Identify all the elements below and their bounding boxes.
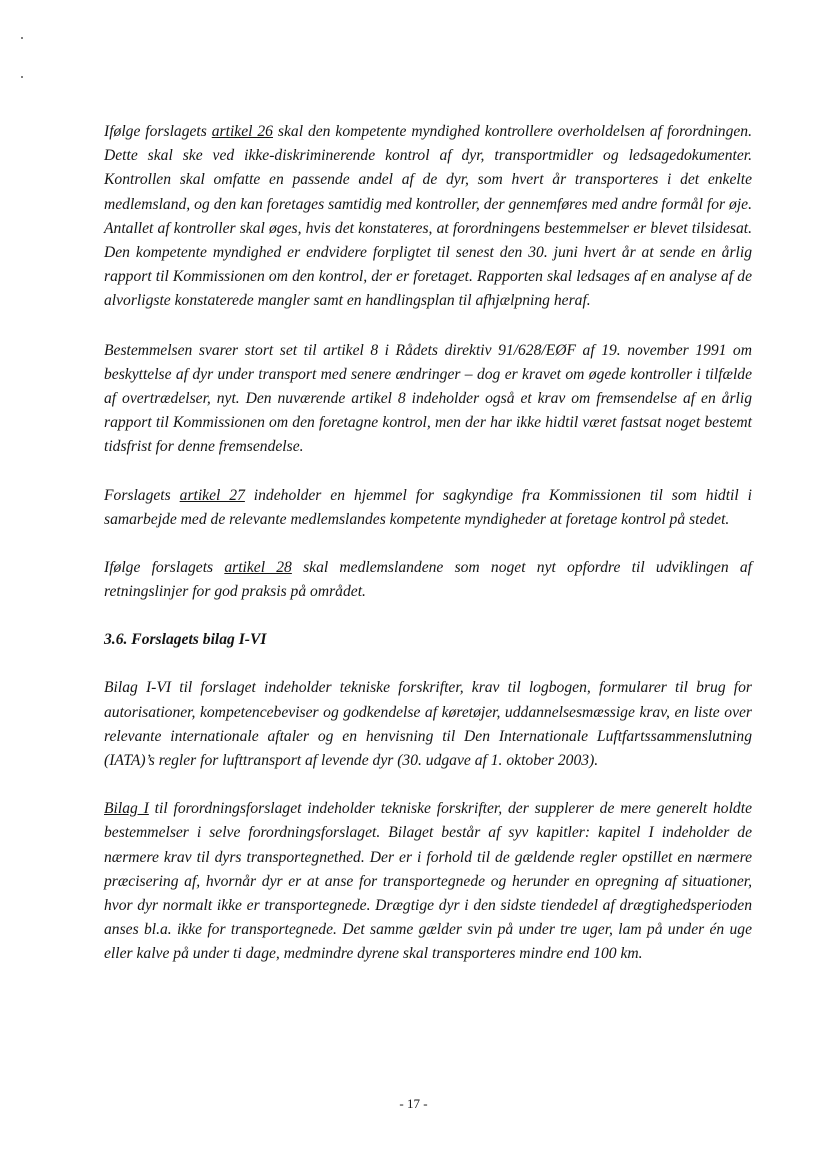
scan-speck: [21, 76, 23, 78]
paragraph-article-27: Forslagets artikel 27 indeholder en hjemmel for sagkyndige fra Kommissionen til som hidtil i samarbejde med de relevante medlemslandes kompetente myndigheder at foretage kontrol på stedet.: [104, 486, 752, 528]
article-27-ref: artikel 27: [179, 486, 245, 504]
article-28-ref: artikel 28: [224, 559, 292, 577]
paragraph-directive: Bestemmelsen svarer stort set til artikel 8 i Rådets direktiv 91/628/EØF af 19. november 1991 om beskyttelse af dyr under transport med senere ændringer – dog er kravet om øgede kontroller i tilfælde af overtrædelser, nyt. Den nuværende artikel 8 indeholder også et krav om fremsendelse af en årlig rapport til Kommissionen om den foretagne kontrol, men der har ikke hidtil været fastsat noget bestemt tidsfrist for denne fremsendelse.: [104, 341, 752, 456]
paragraph-annex-1: Bilag I til forordningsforslaget indeholder tekniske forskrifter, der supplerer de mere generelt holdte bestemmelser i selve forordningsforslaget. Bilaget består af syv kapitler: kapitel I indeholder de nærmere krav til dyrs transportegnethed. Der er i forhold til de gældende regler opstillet en nærmere præcisering af, hvornår dyr er at anse for transportegnede og herunder en opregning af situationer, hvor dyr normalt ikke er transportegnede. Drægtige dyr i den sidste tiendedel af drægtighedsperioden anses bl.a. ikke for transportegnede. Det samme gælder svin på under tre uger, lam på under én uge eller kalve på under ti dage, medmindre dyrene skal transporteres mindre end 100 km.: [104, 800, 752, 963]
paragraph-article-28: Ifølge forslagets artikel 28 skal medlemslandene som noget nyt opfordre til udviklingen af retningslinjer for god praksis på området.: [104, 559, 752, 601]
paragraph-annexes: Bilag I-VI til forslaget indeholder tekniske forskrifter, krav til logbogen, formularer til brug for autorisationer, kompetencebeviser og godkendelse af køretøjer, uddannelsesmæssige krav, en liste over relevante internationale aftaler og en henvisning til Den Internationale Luftfartssammenslutning (IATA)’s regler for lufttransport af levende dyr (30. udgave af 1. oktober 2003).: [104, 679, 752, 770]
annex-1-ref: Bilag I: [104, 800, 149, 818]
article-26-ref: artikel 26: [211, 123, 273, 140]
section-heading: 3.6. Forslagets bilag I-VI: [104, 631, 267, 649]
paragraph-article-26: Ifølge forslagets artikel 26 skal den kompetente myndighed kontrollere overholdelsen af forordningen. Dette skal ske ved ikke-diskriminerende kontrol af dyr, transportmidler og ledsagedokumenter. Kontrollen skal omfatte en passende andel af de dyr, som hvert år transporteres i det enkelte medlemsland, og den kan foretages samtidig med kontroller, der gennemføres med andre formål for øje. Antallet af kontroller skal øges, hvis det konstateres, at forordningens bestemmelser er blevet tilsidesat. Den kompetente myndighed er endvidere forpligtet til senest den 30. juni hvert år at sende en årlig rapport til Kommissionen om den kontrol, der er foretaget. Rapporten skal ledsages af en analyse af de alvorligste konstaterede mangler samt en handlingsplan til afhjælpning heraf.: [104, 123, 752, 310]
document-page: [104, 120, 752, 967]
scan-speck: [21, 37, 23, 39]
page-number: - 17 -: [399, 1096, 428, 1111]
